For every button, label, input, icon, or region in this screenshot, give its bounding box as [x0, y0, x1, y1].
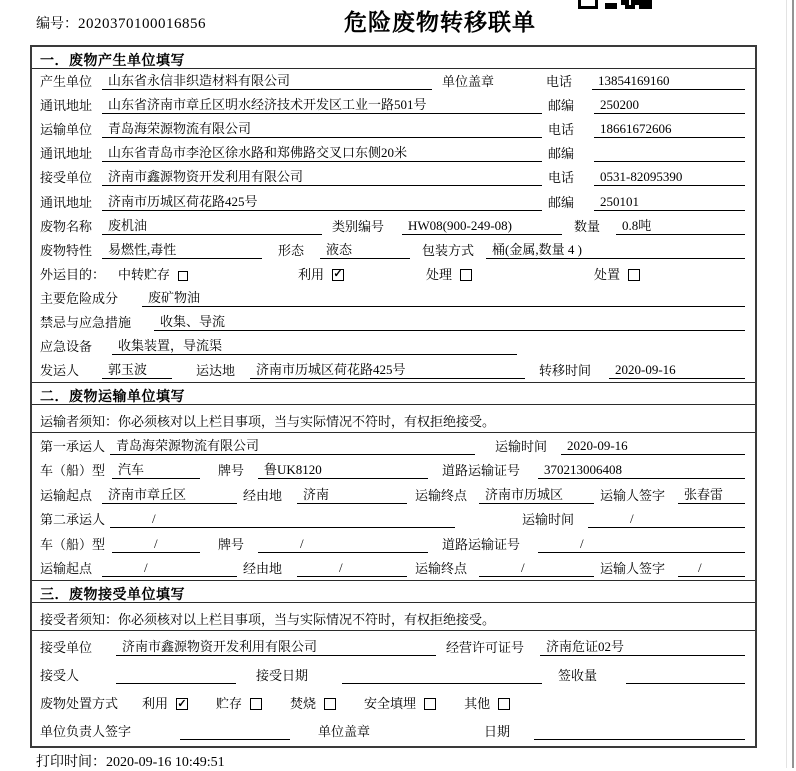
- checkbox-item-utilize: [298, 266, 344, 283]
- disposal-method-row: [32, 687, 755, 715]
- address-label: 通讯地址: [40, 98, 93, 114]
- address-label: 通讯地址: [40, 146, 93, 162]
- print-time-value: 2020-09-16 10:49:51: [106, 755, 225, 770]
- received-amount-label: 签收量: [558, 668, 598, 684]
- emergency-measures-value: 收集、导流: [154, 313, 745, 331]
- transporter-address-row: [32, 141, 755, 165]
- emergency-measures-row: [32, 310, 755, 334]
- transfer-time-label: 转移时间: [539, 363, 592, 379]
- transport-time-label: 运输时间: [495, 438, 548, 454]
- date-label: 日期: [484, 724, 511, 740]
- vehicle-type-label: 车（船）型: [40, 463, 106, 479]
- first-carrier-label: 第一承运人: [40, 438, 106, 454]
- qr-code-fragment: [578, 0, 652, 9]
- category-code-value: HW08(900-249-08): [402, 217, 562, 235]
- checkbox-item-utilize: [142, 695, 188, 712]
- postcode-label: 邮编: [548, 146, 575, 162]
- road-permit-label: 道路运输证号: [442, 536, 521, 552]
- serial-label: 编号：: [36, 17, 78, 32]
- receiver-postcode-value: 250101: [594, 193, 745, 211]
- via-label: 经由地: [243, 561, 283, 577]
- section1-title: 一．废物产生单位填写: [32, 47, 755, 69]
- first-carrier-value: 青岛海荣源物流有限公司: [110, 437, 475, 455]
- form-state-label: 形态: [278, 242, 305, 258]
- plate-label: 牌号: [218, 536, 245, 552]
- dispatcher-row: [32, 358, 755, 382]
- checkbox-utilize: ✓: [177, 697, 187, 710]
- postcode-label: 邮编: [548, 98, 575, 114]
- vehicle-type-value: 汽车: [112, 461, 200, 479]
- checkbox-item-storage: [216, 695, 262, 712]
- producer-postcode-value: 250200: [594, 96, 745, 114]
- waste-name-value: 废机油: [102, 217, 322, 235]
- receive-date-value: [342, 667, 542, 684]
- address-label: 通讯地址: [40, 194, 93, 210]
- vehicle-type-value: /: [112, 535, 200, 553]
- page-title: 危险废物转移联单: [344, 10, 536, 35]
- producer-address-row: [32, 93, 755, 117]
- checkbox-label: 焚烧: [290, 696, 317, 712]
- checkbox-label: 处理: [426, 266, 453, 282]
- emergency-equipment-value: 收集装置，导流渠: [112, 337, 517, 355]
- receiver-person-row: [32, 659, 755, 687]
- waste-property-label: 废物特性: [40, 242, 93, 258]
- transporter-unit-label: 运输单位: [40, 122, 93, 138]
- road-permit-label: 道路运输证号: [442, 463, 521, 479]
- road-permit-value: 370213006408: [538, 461, 745, 479]
- license-label: 经营许可证号: [446, 640, 525, 656]
- producer-unit-value: 山东省永信非织造材料有限公司: [102, 72, 432, 90]
- emergency-equipment-label: 应急设备: [40, 339, 93, 355]
- plate-value: 鲁UK8120: [258, 461, 428, 479]
- transfer-purpose-row: [32, 262, 755, 286]
- carrier-signature-value: 张春雷: [678, 486, 745, 504]
- receiver-unit-value: 济南市鑫源物资开发利用有限公司: [102, 168, 542, 186]
- date-value: [534, 723, 745, 740]
- checkbox-label: 贮存: [216, 696, 243, 712]
- route-row: [32, 482, 755, 507]
- producer-address-value: 山东省济南市章丘区明水经济技术开发区工业一路501号: [102, 96, 542, 114]
- print-time-label: 打印时间：: [36, 755, 106, 770]
- checkbox-item-disposal: [594, 266, 640, 283]
- page-edge-shadow: [786, 0, 787, 768]
- transporter-notice: 运输者须知：你必须核对以上栏目事项，当与实际情况不符时，有权拒绝接受。: [32, 405, 755, 433]
- checkbox-label: 利用: [142, 696, 169, 712]
- checkbox-item-treatment: [426, 266, 472, 283]
- second-carrier-row: [32, 507, 755, 532]
- checkbox-label: 中转贮存: [118, 266, 171, 282]
- receiving-unit-label: 接受单位: [40, 640, 93, 656]
- unit-seal-label: 单位盖章: [442, 74, 495, 90]
- waste-name-row: [32, 214, 755, 238]
- transfer-purpose-label: 外运目的：: [40, 266, 106, 282]
- route-start-label: 运输起点: [40, 487, 93, 503]
- packing-value: 桶(金属,数量 4 ): [486, 241, 745, 259]
- receiving-unit-value: 济南市鑫源物资开发利用有限公司: [116, 638, 436, 656]
- received-amount-value: [626, 667, 745, 684]
- receiver-person-value: [116, 667, 236, 684]
- transporter-address-value: 山东省青岛市李沧区徐水路和郑佛路交叉口东侧20米: [102, 144, 542, 162]
- receiver-address-value: 济南市历城区荷花路425号: [102, 193, 542, 211]
- route-start-label: 运输起点: [40, 561, 93, 577]
- serial-number-line: [36, 13, 206, 33]
- phone-label: 电话: [548, 122, 575, 138]
- checkbox-label: 安全填埋: [364, 696, 417, 712]
- plate-label: 牌号: [218, 463, 245, 479]
- manifest-form: [30, 45, 757, 748]
- dispatcher-value: 郭玉波: [102, 361, 172, 379]
- vehicle-type-row: [32, 458, 755, 483]
- waste-property-value: 易燃性,毒性: [102, 241, 262, 259]
- checkbox-disposal: [628, 269, 640, 281]
- checkbox-label: 处置: [594, 266, 621, 282]
- carrier-signature-label: 运输人签字: [600, 561, 666, 577]
- receiving-unit-row: [32, 631, 755, 659]
- receiver-address-row: [32, 189, 755, 213]
- unit-seal-label: 单位盖章: [318, 724, 371, 740]
- form-state-value: 液态: [320, 241, 410, 259]
- responsible-signature-value: [180, 723, 290, 740]
- quantity-label: 数量: [574, 218, 601, 234]
- receiver-notice: 接受者须知：你必须核对以上栏目事项，当与实际情况不符时，有权拒绝接受。: [32, 603, 755, 631]
- hazard-component-row: [32, 286, 755, 310]
- route-end-value: /: [479, 559, 594, 577]
- receiver-phone-value: 0531-82095390: [594, 168, 745, 186]
- transfer-time-value: 2020-09-16: [609, 361, 745, 379]
- receiver-unit-label: 接受单位: [40, 170, 93, 186]
- disposal-method-label: 废物处置方式: [40, 696, 119, 712]
- quantity-value: 0.8吨: [616, 217, 745, 235]
- section3-title: 三．废物接受单位填写: [32, 580, 755, 603]
- checkbox-item-incineration: [290, 695, 336, 712]
- checkbox-treatment: [460, 269, 472, 281]
- category-code-label: 类别编号: [332, 218, 385, 234]
- hazard-component-label: 主要危险成分: [40, 290, 119, 306]
- carrier-signature-label: 运输人签字: [600, 487, 666, 503]
- via-label: 经由地: [243, 487, 283, 503]
- phone-label: 电话: [548, 170, 575, 186]
- producer-unit-label: 产生单位: [40, 74, 93, 90]
- transport-time-value: 2020-09-16: [561, 437, 745, 455]
- checkbox-incineration: [324, 698, 336, 710]
- checkbox-storage: [250, 698, 262, 710]
- license-value: 济南危证02号: [540, 638, 745, 656]
- receiver-person-label: 接受人: [40, 668, 80, 684]
- checkbox-secure-landfill: [424, 698, 436, 710]
- transporter-postcode-value: [594, 145, 745, 162]
- responsible-signature-label: 单位负责人签字: [40, 724, 132, 740]
- transporter-phone-value: 18661672606: [594, 120, 745, 138]
- transport-time-value: /: [588, 510, 745, 528]
- transporter-unit-value: 青岛海荣源物流有限公司: [102, 120, 542, 138]
- checkbox-other: [498, 698, 510, 710]
- receive-date-label: 接受日期: [256, 668, 309, 684]
- transport-time-label: 运输时间: [522, 512, 575, 528]
- packing-label: 包装方式: [422, 242, 475, 258]
- checkbox-label: 其他: [464, 696, 491, 712]
- route-row-2: [32, 556, 755, 581]
- waste-name-label: 废物名称: [40, 218, 93, 234]
- via-value: 济南: [297, 486, 407, 504]
- plate-value: /: [258, 535, 428, 553]
- route-start-value: 济南市章丘区: [102, 486, 237, 504]
- postcode-label: 邮编: [548, 194, 575, 210]
- print-time-line: [36, 751, 225, 771]
- serial-number: 2020370100016856: [78, 16, 206, 32]
- section2-title: 二．废物运输单位填写: [32, 382, 755, 405]
- second-carrier-value: /: [110, 510, 455, 528]
- route-end-label: 运输终点: [415, 487, 468, 503]
- phone-label: 电话: [546, 74, 573, 90]
- route-end-value: 济南市历城区: [479, 486, 594, 504]
- waste-property-row: [32, 238, 755, 262]
- emergency-equipment-row: [32, 334, 755, 358]
- destination-value: 济南市历城区荷花路425号: [250, 361, 525, 379]
- checkbox-item-other: [464, 695, 510, 712]
- first-carrier-row: [32, 433, 755, 458]
- vehicle-type-row-2: [32, 531, 755, 556]
- checkbox-item-transfer-storage: [118, 266, 188, 283]
- second-carrier-label: 第二承运人: [40, 512, 106, 528]
- checkbox-transfer-storage: [178, 271, 188, 281]
- producer-phone-value: 13854169160: [592, 72, 745, 90]
- vehicle-type-label: 车（船）型: [40, 536, 106, 552]
- receiver-unit-row: [32, 165, 755, 189]
- road-permit-value: /: [538, 535, 745, 553]
- route-end-label: 运输终点: [415, 561, 468, 577]
- emergency-measures-label: 禁忌与应急措施: [40, 315, 132, 331]
- page-edge-line: [792, 0, 794, 768]
- carrier-signature-value: /: [678, 559, 745, 577]
- dispatcher-label: 发运人: [40, 363, 80, 379]
- checkbox-label: 利用: [298, 266, 325, 282]
- producer-unit-row: [32, 69, 755, 93]
- transporter-unit-row: [32, 117, 755, 141]
- checkbox-item-secure-landfill: [364, 695, 436, 712]
- checkbox-utilize: ✓: [333, 268, 343, 281]
- via-value: /: [297, 559, 407, 577]
- destination-label: 运达地: [196, 363, 236, 379]
- route-start-value: /: [102, 559, 237, 577]
- responsible-signature-row: [32, 715, 755, 743]
- hazard-component-value: 废矿物油: [142, 289, 745, 307]
